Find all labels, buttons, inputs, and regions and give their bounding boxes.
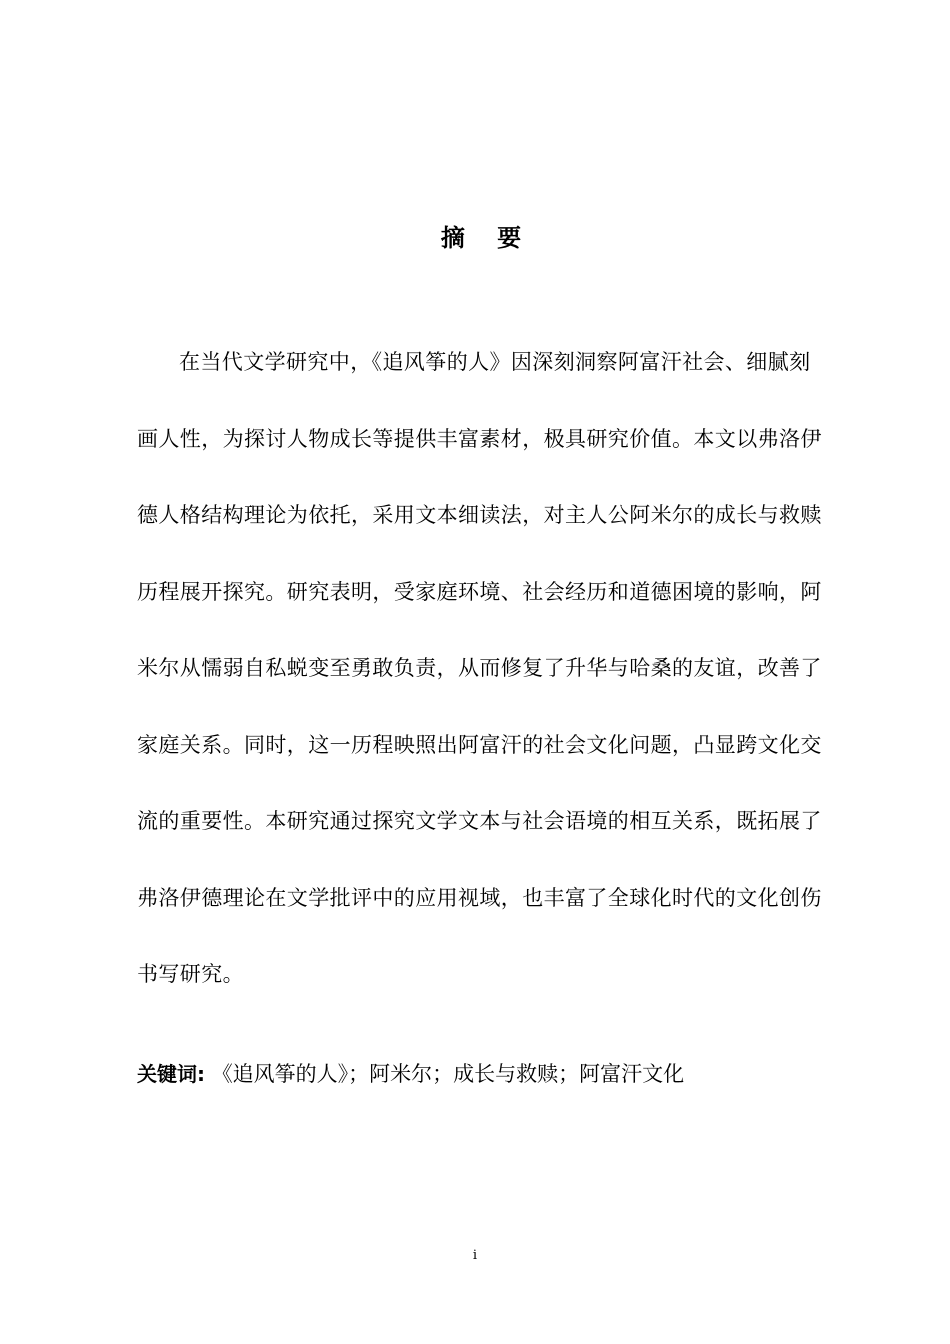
- page-number: i: [472, 1248, 478, 1263]
- abstract-line: 德人格结构理论为依托，采用文本细读法，对主人公阿米尔的成长与救赎: [137, 503, 822, 527]
- keywords-value: 《追风筝的人》；阿米尔；成长与救赎；阿富汗文化: [211, 1062, 685, 1086]
- keywords-label: 关键词:: [137, 1062, 205, 1086]
- abstract-line: 书写研究。: [137, 962, 244, 986]
- abstract-line: 米尔从懦弱自私蜕变至勇敢负责，从而修复了升华与哈桑的友谊，改善了: [137, 656, 822, 680]
- page-title: 摘 要: [440, 224, 534, 252]
- abstract-line: 画人性，为探讨人物成长等提供丰富素材，极具研究价值。本文以弗洛伊: [137, 427, 822, 451]
- abstract-line: 历程展开探究。研究表明，受家庭环境、社会经历和道德困境的影响，阿: [137, 580, 822, 604]
- keywords: [137, 1056, 684, 1092]
- abstract-line: 弗洛伊德理论在文学批评中的应用视域，也丰富了全球化时代的文化创伤: [137, 886, 822, 910]
- abstract-line: 在当代文学研究中，《追风筝的人》因深刻洞察阿富汗社会、细腻刻: [179, 350, 811, 374]
- abstract-line: 家庭关系。同时，这一历程映照出阿富汗的社会文化问题，凸显跨文化交: [137, 733, 822, 757]
- abstract-line: 流的重要性。本研究通过探究文学文本与社会语境的相互关系，既拓展了: [137, 809, 822, 833]
